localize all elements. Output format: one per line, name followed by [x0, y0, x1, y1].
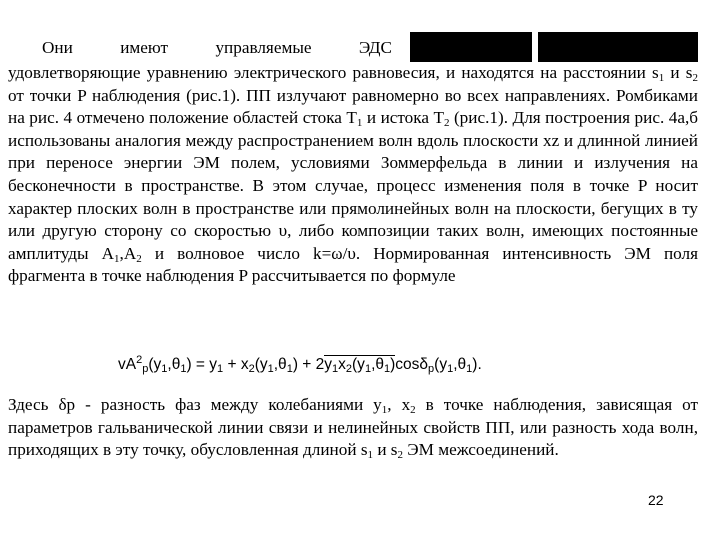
intensity-formula: $vA^2_p(y_1,\theta_1) = y_1 + x_2(y_1,\theta_1) + 2y_1x_2(y_1,\theta_1)\cos\delta_p(y_1,\theta_1)$.: [118, 354, 482, 375]
square-root: $y_1x_2(y_1,\theta_1)$: [324, 356, 396, 375]
body-paragraph-1: Они имеют управляемые ЭДС удовлетворяющие уравнению электрического равновесия, и находятся на расстоянии $s_1$ и $s_2$ от точки P наблюдения (рис.1). ПП излучают равномерно во всех направлениях. Ромбиками на рис. 4 отмечено положение областей стока $Т_1$ и истока $Т_2$ (рис.1). Для построения рис. 4а,б использованы аналогия между распространением волн вдоль плоскости xz и длинной линией при переносе энергии ЭМ полем, условиями Зоммерфельда в линии и излучения на бесконечности в пространстве. В этом случае, процесс изменения поля в точке P носит характер плоских волн в пространстве или прямолинейных волн на плоскости, бегущих в ту или другую сторону со скоростью υ, либо композиции таких волн, имеющих постоянные амплитуды $А_1,А_2$ и волновое число k=ω/υ. Нормированная интенсивность ЭМ поля фрагмента в точке наблюдения P рассчитывается по формуле: [8, 32, 698, 288]
body-paragraph-2: Здесь δp - разность фаз между колебаниями $y_1$, $x_2$ в точке наблюдения, зависящая от параметров гальванической линии связи и нелинейных свойств ПП, или разность хода волн, приходящих в эту точку, обусловленная длиной $s_1$ и $s_2$ ЭМ межсоединений.: [8, 395, 698, 462]
redacted-block: [538, 32, 698, 62]
redacted-block: [410, 32, 532, 62]
page-number: 22: [648, 492, 664, 508]
